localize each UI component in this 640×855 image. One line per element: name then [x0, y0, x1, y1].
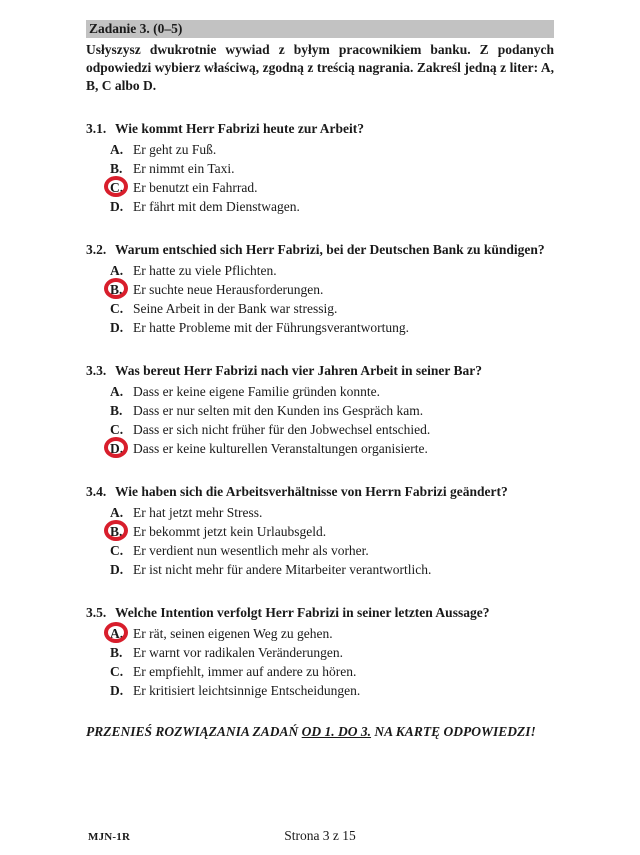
- option-row: [86, 681, 554, 700]
- task-instructions: Usłyszysz dwukrotnie wywiad z byłym pracownikiem banku. Z podanych odpowiedzi wybierz właściwą, zgodną z treścią nagrania. Zakreśl jedną z liter: A, B, C albo D.: [86, 42, 554, 93]
- option-text: Er geht zu Fuß.: [133, 142, 217, 157]
- option-row: [86, 439, 554, 458]
- option-text: Seine Arbeit in der Bank war stressig.: [133, 301, 338, 316]
- option-letter: [110, 541, 133, 560]
- option-text: Dass er keine kulturellen Veranstaltungen organisierte.: [133, 441, 428, 456]
- option-letter: [110, 299, 133, 318]
- questions-list: [86, 119, 554, 700]
- option-text: Er hatte Probleme mit der Führungsverantwortung.: [133, 320, 409, 335]
- option-text: Er nimmt ein Taxi.: [133, 161, 235, 176]
- option-letter: [110, 681, 133, 700]
- option-text: Er warnt vor radikalen Veränderungen.: [133, 645, 344, 660]
- option-text: Er benutzt ein Fahrrad.: [133, 180, 258, 195]
- option-text: Er hat jetzt mehr Stress.: [133, 505, 263, 520]
- option-text: Er empfiehlt, immer auf andere zu hören.: [133, 664, 357, 679]
- option-letter: [110, 662, 133, 681]
- option-letter: [110, 140, 133, 159]
- option-text: Er verdient nun wesentlich mehr als vorher.: [133, 543, 369, 558]
- question-text: Wie kommt Herr Fabrizi heute zur Arbeit?: [115, 121, 364, 136]
- question-number: 3.3.: [86, 363, 107, 378]
- option-letter-text: A.: [110, 626, 124, 641]
- option-letter-text: C.: [110, 664, 124, 679]
- option-row: [86, 261, 554, 280]
- option-text: Dass er nur selten mit den Kunden ins Gespräch kam.: [133, 403, 424, 418]
- option-letter-text: A.: [110, 384, 124, 399]
- option-row: [86, 140, 554, 159]
- question-heading: [86, 482, 554, 501]
- option-letter-text: C.: [110, 543, 124, 558]
- task-header-bar: [86, 20, 554, 38]
- option-text: Er hatte zu viele Pflichten.: [133, 263, 277, 278]
- option-letter: [110, 280, 133, 299]
- option-text: Er kritisiert leichtsinnige Entscheidungen.: [133, 683, 361, 698]
- question-number: 3.5.: [86, 605, 107, 620]
- transfer-note-suffix: NA KARTĘ ODPOWIEDZI!: [371, 724, 536, 739]
- question-heading: [86, 119, 554, 138]
- question-block: [86, 240, 554, 337]
- option-letter-text: A.: [110, 263, 124, 278]
- question-block: [86, 361, 554, 458]
- option-row: [86, 503, 554, 522]
- question-block: [86, 119, 554, 216]
- option-letter-text: A.: [110, 505, 124, 520]
- option-text: Er ist nicht mehr für andere Mitarbeiter verantwortlich.: [133, 562, 432, 577]
- option-letter: [110, 261, 133, 280]
- question-block: [86, 482, 554, 579]
- option-letter: [110, 522, 133, 541]
- page-content: [86, 20, 554, 741]
- option-letter-text: D.: [110, 683, 124, 698]
- option-letter-text: B.: [110, 161, 123, 176]
- task-title: Zadanie 3. (0–5): [89, 21, 183, 36]
- question-block: [86, 603, 554, 700]
- option-letter-text: C.: [110, 422, 124, 437]
- question-number: 3.2.: [86, 242, 107, 257]
- option-row: [86, 280, 554, 299]
- option-letter: [110, 382, 133, 401]
- option-row: [86, 299, 554, 318]
- option-row: [86, 420, 554, 439]
- option-letter: [110, 503, 133, 522]
- option-row: [86, 382, 554, 401]
- option-letter: [110, 401, 133, 420]
- option-letter-text: B.: [110, 282, 123, 297]
- page-footer: [0, 828, 640, 848]
- option-letter-text: D.: [110, 441, 124, 456]
- option-row: [86, 197, 554, 216]
- option-row: [86, 522, 554, 541]
- option-letter: [110, 560, 133, 579]
- question-text: Was bereut Herr Fabrizi nach vier Jahren Arbeit in seiner Bar?: [115, 363, 482, 378]
- option-text: Er suchte neue Herausforderungen.: [133, 282, 324, 297]
- option-letter: [110, 624, 133, 643]
- option-row: [86, 643, 554, 662]
- option-text: Dass er keine eigene Familie gründen konnte.: [133, 384, 381, 399]
- option-row: [86, 560, 554, 579]
- question-heading: [86, 603, 554, 622]
- option-letter: [110, 178, 133, 197]
- question-number: 3.1.: [86, 121, 107, 136]
- option-letter-text: C.: [110, 180, 124, 195]
- option-text: Er rät, seinen eigenen Weg zu gehen.: [133, 626, 333, 641]
- option-row: [86, 401, 554, 420]
- option-letter-text: D.: [110, 199, 124, 214]
- option-letter-text: D.: [110, 320, 124, 335]
- option-letter: [110, 439, 133, 458]
- option-row: [86, 159, 554, 178]
- page-number: Strona 3 z 15: [284, 828, 356, 843]
- option-letter-text: B.: [110, 645, 123, 660]
- option-text: Dass er sich nicht früher für den Jobwechsel entschied.: [133, 422, 431, 437]
- option-text: Er fährt mit dem Dienstwagen.: [133, 199, 300, 214]
- exam-code: MJN-1R: [88, 831, 131, 843]
- transfer-note-underlined: OD 1. DO 3.: [301, 724, 372, 739]
- option-letter: [110, 643, 133, 662]
- option-row: [86, 541, 554, 560]
- option-letter: [110, 197, 133, 216]
- option-row: [86, 178, 554, 197]
- option-letter: [110, 420, 133, 439]
- question-heading: [86, 240, 554, 259]
- option-row: [86, 318, 554, 337]
- question-text: Warum entschied sich Herr Fabrizi, bei der Deutschen Bank zu kündigen?: [115, 242, 545, 257]
- option-letter-text: D.: [110, 562, 124, 577]
- option-text: Er bekommt jetzt kein Urlaubsgeld.: [133, 524, 327, 539]
- question-heading: [86, 361, 554, 380]
- option-letter: [110, 159, 133, 178]
- option-letter-text: B.: [110, 403, 123, 418]
- option-letter-text: B.: [110, 524, 123, 539]
- option-letter-text: C.: [110, 301, 124, 316]
- option-letter: [110, 318, 133, 337]
- option-letter-text: A.: [110, 142, 124, 157]
- option-row: [86, 624, 554, 643]
- transfer-note-prefix: PRZENIEŚ ROZWIĄZANIA ZADAŃ: [86, 724, 302, 739]
- transfer-note: [86, 722, 554, 741]
- question-text: Wie haben sich die Arbeitsverhältnisse von Herrn Fabrizi geändert?: [115, 484, 508, 499]
- question-number: 3.4.: [86, 484, 107, 499]
- option-row: [86, 662, 554, 681]
- question-text: Welche Intention verfolgt Herr Fabrizi in seiner letzten Aussage?: [115, 605, 490, 620]
